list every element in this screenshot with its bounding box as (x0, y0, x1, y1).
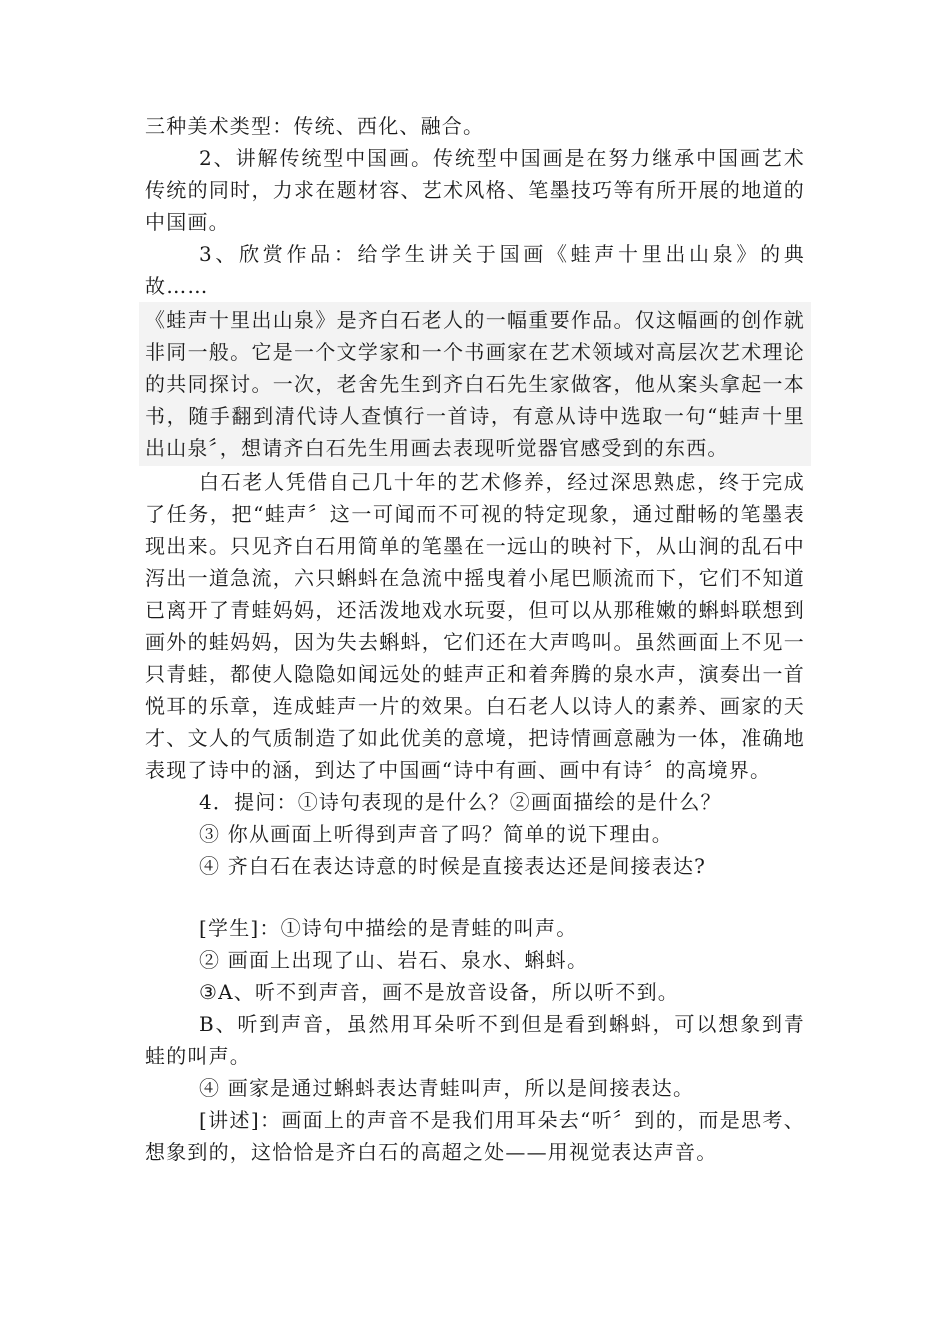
student-answer-3a: ③A、听不到声音，画不是放音设备，所以听不到。 (199, 980, 679, 1004)
painting-description-paragraph: 白石老人凭借自己几十年的艺术修养，经过深思熟虑，终于完成了任务，把“蛙声〞这一可闻而不可视的特定现象，通过酣畅的笔墨表现出来。只见齐白石用简单的笔墨在一远山的映衬下，从山涧的乱石中泻出一道急流，六只蝌蚪在急流中摇曳着小尾巴顺流而下，它们不知道已离开了青蛙妈妈，还活泼地戏水玩耍，但可以从那稚嫩的蝌蚪联想到画外的蛙妈妈，因为失去蝌蚪，它们还在大声鸣叫。虽然画面上不见一只青蛙，都使人隐隐如闻远处的蛙声正和着奔腾的泉水声，演奏出一首悦耳的乐章，连成蛙声一片的效果。白石老人以诗人的素养、画家的天才、文人的气质制造了如此优美的意境，把诗情画意融为一体，准确地表现了诗中的涵，到达了中国画“诗中有画、画中有诗〞的高境界。 (145, 470, 805, 782)
appreciation-intro-paragraph: 3、欣赏作品：给学生讲关于国画《蛙声十里出山泉》的典故…… (145, 242, 805, 298)
spacer (145, 882, 805, 912)
art-types-line: 三种美术类型：传统、西化、融合。 (145, 114, 485, 138)
traditional-painting-paragraph: 2、讲解传统型中国画。传统型中国画是在努力继承中国画艺术传统的同时，力求在题材容、艺术风格、笔墨技巧等有所开展的地道的中国画。 (145, 146, 805, 234)
question-3-line: ③ 你从画面上听得到声音了吗？简单的说下理由。 (199, 822, 673, 846)
question-4-line: ④ 齐白石在表达诗意的时候是直接表达还是间接表达? (199, 854, 707, 878)
student-answer-4: ④ 画家是通过蝌蚪表达青蛙叫声，所以是间接表达。 (199, 1076, 695, 1100)
document-page (145, 110, 805, 1168)
story-quote-block: 《蛙声十里出山泉》是齐白石老人的一幅重要作品。仅这幅画的创作就非同一般。它是一个文学家和一个书画家在艺术领域对高层次艺术理论的共同探讨。一次，老舍先生到齐白石先生家做客，他从案头拿起一本书，随手翻到清代诗人查慎行一首诗，有意从诗中选取一句“蛙声十里出山泉〞，想请齐白石先生用画去表现听觉器官感受到的东西。 (139, 302, 811, 466)
student-answer-1: [学生]：①诗句中描绘的是青蛙的叫声。 (199, 916, 578, 940)
lecture-paragraph: [讲述]：画面上的声音不是我们用耳朵去“听〞到的，而是思考、想象到的，这恰恰是齐白石的高超之处——用视觉表达声音。 (145, 1108, 805, 1164)
student-answer-3b: B、听到声音，虽然用耳朵听不到但是看到蝌蚪，可以想象到青蛙的叫声。 (145, 1012, 805, 1068)
question-intro-line: 4．提问：①诗句表现的是什么？②画面描绘的是什么？ (199, 790, 722, 814)
student-answer-2: ② 画面上出现了山、岩石、泉水、蝌蚪。 (199, 948, 589, 972)
